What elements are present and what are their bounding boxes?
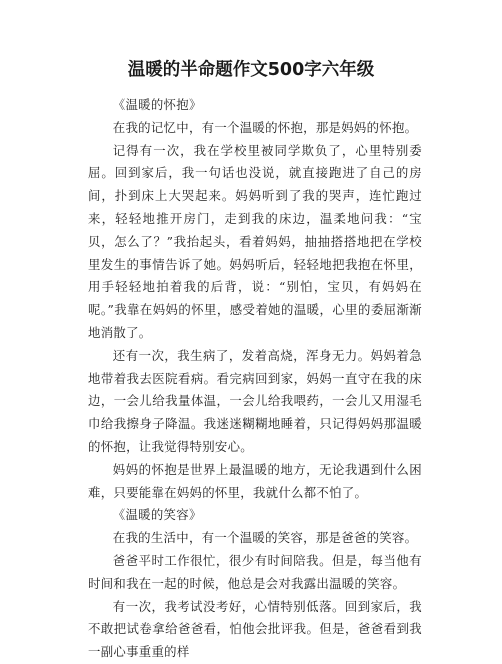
document-body bbox=[88, 94, 422, 664]
paragraph: 还有一次，我生病了，发着高烧，浑身无力。妈妈着急地带着我去医院看病。看完病回到家，妈妈一直守在我的床边，一会儿给我量体温，一会儿给我喂药，一会儿又用湿毛巾给我擦身子降温。我迷迷糊糊地睡着，只记得妈妈那温暖的怀抱，让我觉得特别安心。 bbox=[88, 347, 422, 454]
section-heading: 《温暖的怀抱》 bbox=[112, 97, 202, 112]
section-heading: 《温暖的笑容》 bbox=[112, 507, 202, 523]
paragraph: 有一次，我考试没考好，心情特别低落。回到家后，我不敢把试卷拿给爸爸看，怕他会批评我。但是，爸爸看到我一副心事重重的样 bbox=[88, 598, 422, 660]
paragraph: 记得有一次，我在学校里被同学欺负了，心里特别委屈。回到家后，我一句话也没说，就直接跑进了自己的房间，扑到床上大哭起来。妈妈听到了我的哭声，连忙跑过来，轻轻地推开房门，走到我的床边，温柔地问我：“宝贝，怎么了？”我抬起头，看着妈妈，抽抽搭搭地把在学校里发生的事情告诉了她。妈妈听后，轻轻地把我抱在怀里，用手轻轻地拍着我的后背，说：“别怕，宝贝，有妈妈在呢。”我靠在妈妈的怀里，感受着她的温暖，心里的委屈渐渐地消散了。 bbox=[88, 142, 422, 340]
paragraph: 在我的记忆中，有一个温暖的怀抱，那是妈妈的怀抱。 bbox=[112, 119, 418, 135]
paragraph: 在我的生活中，有一个温暖的笑容，那是爸爸的笑容。 bbox=[112, 530, 418, 546]
document-title: 温暖的半命题作文500字六年级 bbox=[127, 60, 375, 80]
paragraph: 妈妈的怀抱是世界上最温暖的地方，无论我遇到什么困难，只要能靠在妈妈的怀里，我就什么都不怕了。 bbox=[88, 461, 422, 500]
paragraph: 爸爸平时工作很忙，很少有时间陪我。但是，每当他有时间和我在一起的时候，他总是会对我露出温暖的笑容。 bbox=[88, 552, 422, 591]
